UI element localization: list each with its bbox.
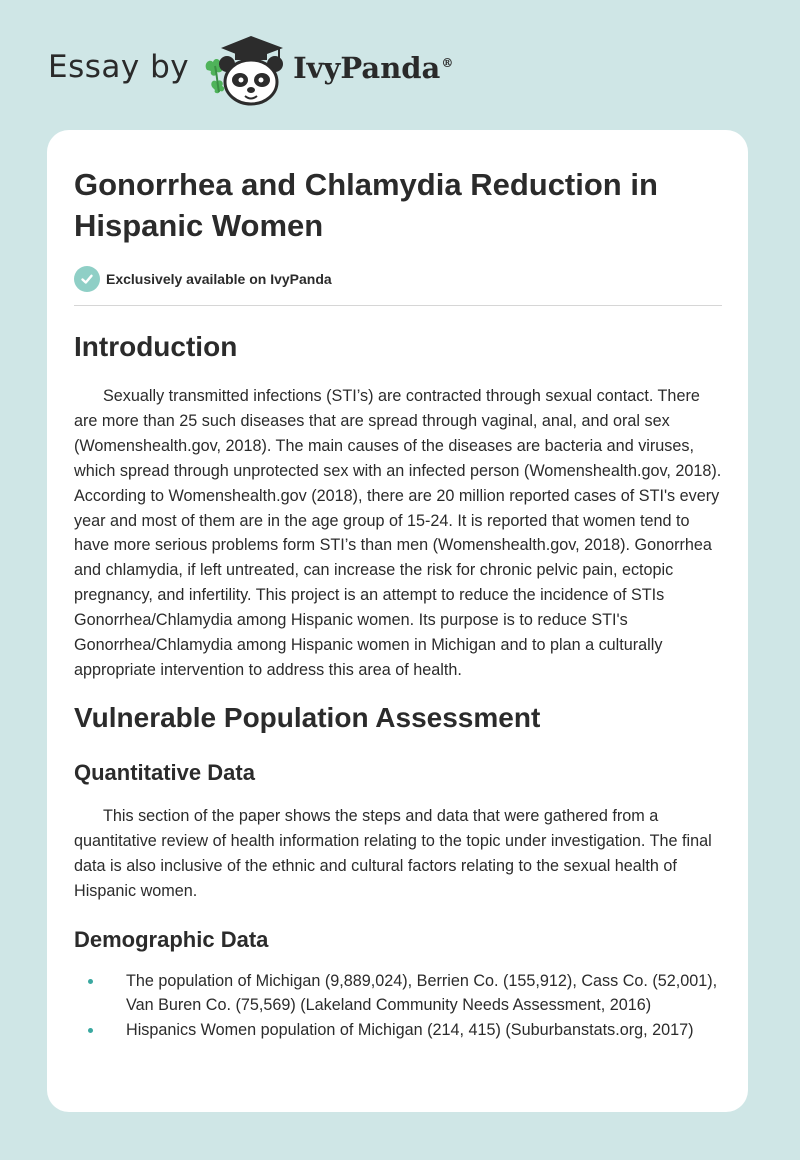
demographic-list: [74, 969, 722, 1044]
essay-card: [47, 130, 748, 1112]
essay-title: Gonorrhea and Chlamydia Reduction in Hispanic Women: [74, 167, 658, 243]
introduction-heading: Introduction: [74, 331, 238, 362]
registered-mark: ®: [441, 56, 454, 71]
introduction-paragraph: Sexually transmitted infections (STI’s) are contracted through sexual contact. There are more than 25 such diseases that are spread through vaginal, anal, and oral sex (Womenshealth.gov, 2018). The main causes of the diseases are bacteria and viruses, which spread through unprotected sex with an infected person (Womenshealth.gov, 2018). According to Womenshealth.gov (2018), there are 20 million reported cases of STI's every year and most of them are in the age group of 15-24. It is reported that women tend to have more serious problems form STI’s than men (Womenshealth.gov, 2018). Gonorrhea and chlamydia, if left untreated, can increase the risk for chronic pelvic pain, ectopic pregnancy, and infertility. This project is an attempt to reduce the incidence of STIs Gonorrhea/Chlamydia among Hispanic women. Its purpose is to reduce STI's Gonorrhea/Chlamydia among Hispanic women in Michigan and to plan a culturally appropriate intervention to address this area of health.: [74, 387, 722, 679]
brand-name[interactable]: IvyPanda®: [293, 51, 454, 85]
site-header: [48, 30, 453, 110]
divider: [74, 305, 722, 306]
exclusive-label: Exclusively available on IvyPanda: [106, 271, 332, 287]
exclusive-badge: [74, 266, 722, 292]
quantitative-data-paragraph: This section of the paper shows the steps and data that were gathered from a quantitative review of health information relating to the topic under investigation. The final data is also inclusive of the ethnic and cultural factors relating to the sexual health of Hispanic women.: [74, 806, 712, 900]
check-icon: [74, 266, 100, 292]
demographic-data-heading: Demographic Data: [74, 926, 269, 952]
vulnerable-population-heading: Vulnerable Population Assessment: [74, 701, 541, 733]
list-item: Hispanics Women population of Michigan (214, 415) (Suburbanstats.org, 2017): [74, 1018, 722, 1043]
panda-logo-icon[interactable]: [203, 30, 291, 110]
list-item: The population of Michigan (9,889,024), Berrien Co. (155,912), Cass Co. (52,001), Van Buren Co. (75,569) (Lakeland Community Needs Assessment, 2016): [74, 969, 722, 1019]
brand-prefix: Essay by: [48, 49, 190, 85]
quantitative-data-heading: Quantitative Data: [74, 759, 255, 785]
